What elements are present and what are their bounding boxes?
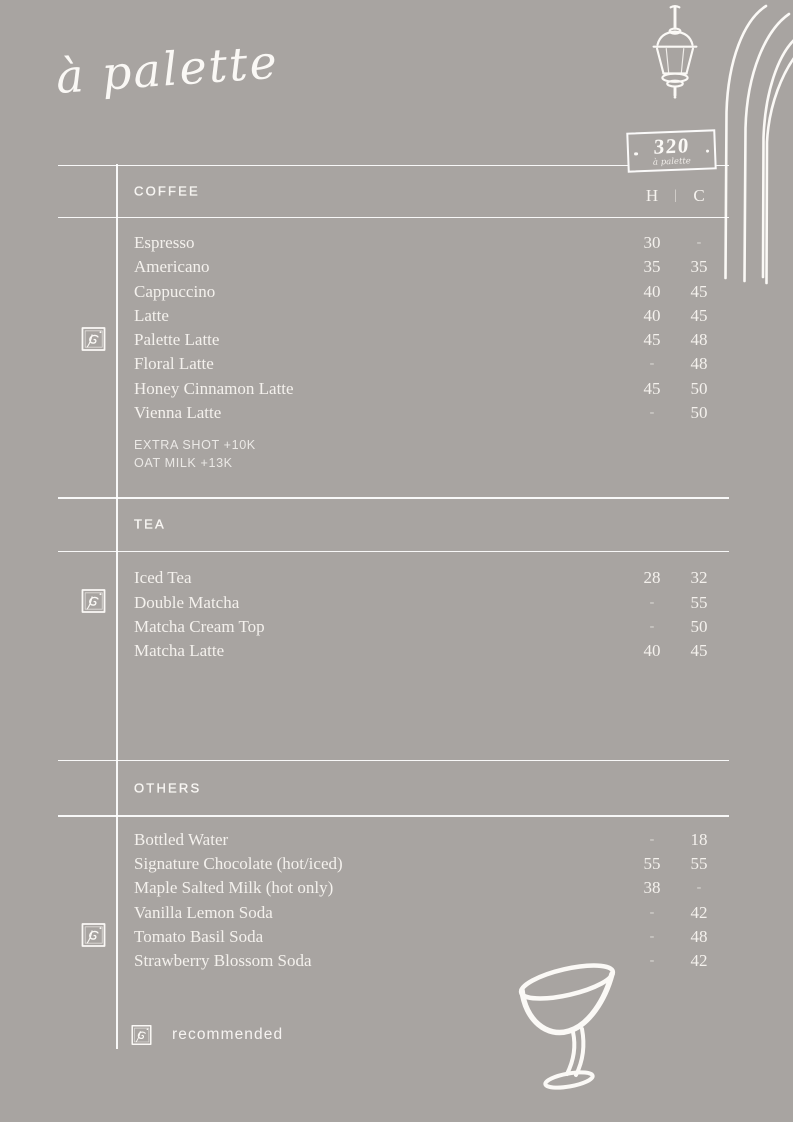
item-price-hot: - xyxy=(649,356,655,372)
menu-item-row xyxy=(134,949,729,973)
item-name: Vienna Latte xyxy=(134,402,222,422)
item-name: Bottled Water xyxy=(134,830,229,850)
item-price-hot: - xyxy=(649,594,655,610)
item-name: Iced Tea xyxy=(134,568,192,588)
item-name: Double Matcha xyxy=(134,592,240,612)
item-price-hot: 30 xyxy=(643,233,661,253)
item-price-cold: 45 xyxy=(690,305,708,325)
item-name: Espresso xyxy=(134,233,195,253)
menu-item-row xyxy=(134,852,729,876)
menu-item-row xyxy=(134,328,729,352)
others-item-list xyxy=(134,828,729,973)
item-price-cold: 50 xyxy=(690,378,708,398)
price-column-headers xyxy=(134,183,729,206)
menu-item-row xyxy=(134,255,729,279)
item-price-cold: 45 xyxy=(690,281,708,301)
item-price-cold: - xyxy=(696,235,702,251)
item-price-cold: 35 xyxy=(690,257,708,277)
recommended-stamp-icon xyxy=(81,588,106,614)
tea-item-list xyxy=(134,566,729,664)
item-name: Floral Latte xyxy=(134,354,214,374)
divider-tea-header-bottom xyxy=(58,551,729,553)
item-price-hot: 40 xyxy=(643,641,661,661)
item-name: Strawberry Blossom Soda xyxy=(134,951,312,971)
recommended-legend xyxy=(131,1024,283,1046)
column-separator: | xyxy=(674,188,677,203)
note-oat-milk: OAT MILK +13K xyxy=(134,455,233,470)
item-price-hot: - xyxy=(649,618,655,634)
item-name: Americano xyxy=(134,257,210,277)
item-price-hot: 38 xyxy=(643,878,661,898)
item-price-hot: - xyxy=(649,928,655,944)
item-price-hot: - xyxy=(649,832,655,848)
legend-label: recommended xyxy=(172,1026,284,1043)
item-price-hot: - xyxy=(649,904,655,920)
address-plaque xyxy=(626,129,716,172)
item-name: Latte xyxy=(134,305,169,325)
menu-item-row xyxy=(134,876,729,900)
recommended-stamp-icon xyxy=(81,326,106,352)
item-price-cold: 42 xyxy=(690,951,708,971)
cold-column-header: C xyxy=(693,186,705,205)
plaque-subtext: à palette xyxy=(652,156,692,168)
item-price-cold: 48 xyxy=(690,354,708,374)
recommended-stamp-icon xyxy=(81,922,106,948)
item-price-cold: 45 xyxy=(690,641,708,661)
menu-item-row xyxy=(134,925,729,949)
coffee-notes xyxy=(134,437,256,472)
divider-others-header-bottom xyxy=(58,815,729,817)
item-price-cold: 32 xyxy=(690,568,708,588)
item-name: Vanilla Lemon Soda xyxy=(134,902,273,922)
plaque-dot-left xyxy=(634,152,638,156)
menu-item-row xyxy=(134,828,729,852)
item-price-hot: - xyxy=(649,404,655,420)
item-price-cold: 42 xyxy=(690,902,708,922)
menu-item-row xyxy=(134,280,729,304)
item-price-hot: 55 xyxy=(643,854,661,874)
menu-item-row xyxy=(134,590,729,614)
item-price-hot: 35 xyxy=(643,257,661,277)
item-price-cold: 18 xyxy=(690,830,708,850)
item-price-cold: 55 xyxy=(690,592,708,612)
hot-column-header: H xyxy=(645,186,659,205)
coffee-item-list xyxy=(134,231,729,425)
item-price-hot: 45 xyxy=(643,378,661,398)
plaque-dot-right xyxy=(705,149,709,153)
section-title-coffee: COFFEE xyxy=(134,183,200,199)
menu-item-row xyxy=(134,231,729,255)
item-name: Honey Cinnamon Latte xyxy=(134,378,294,398)
lantern-icon xyxy=(635,2,715,104)
item-name: Matcha Cream Top xyxy=(134,616,265,636)
menu-item-row xyxy=(134,352,729,376)
divider-left-rail xyxy=(116,164,118,1049)
item-price-hot: 28 xyxy=(643,568,661,588)
item-price-cold: 50 xyxy=(690,402,708,422)
menu-item-row xyxy=(134,901,729,925)
section-title-others: OTHERS xyxy=(134,780,202,796)
plaque-number: 320 xyxy=(652,133,690,159)
item-price-cold: 48 xyxy=(690,330,708,350)
menu-item-row xyxy=(134,304,729,328)
menu-item-row xyxy=(134,639,729,663)
item-name: Matcha Latte xyxy=(134,641,225,661)
note-extra-shot: EXTRA SHOT +10K xyxy=(134,438,256,452)
item-name: Palette Latte xyxy=(134,330,220,350)
menu-item-row xyxy=(134,401,729,425)
divider-coffee-header-bottom xyxy=(58,217,729,219)
item-price-cold: 50 xyxy=(690,616,708,636)
item-price-cold: - xyxy=(696,880,702,896)
stamp-icon xyxy=(131,1024,152,1046)
divider-tea-top xyxy=(58,497,729,499)
item-name: Signature Chocolate (hot/iced) xyxy=(134,854,343,874)
menu-item-row xyxy=(134,566,729,590)
item-price-cold: 48 xyxy=(690,926,708,946)
section-title-tea: TEA xyxy=(134,516,166,532)
menu-item-row xyxy=(134,377,729,401)
item-price-hot: 45 xyxy=(643,330,661,350)
brand-logo: à palette xyxy=(54,34,281,104)
item-price-hot: 40 xyxy=(643,281,661,301)
item-name: Maple Salted Milk (hot only) xyxy=(134,878,334,898)
coupe-glass-icon xyxy=(497,938,637,1098)
item-price-hot: - xyxy=(649,953,655,969)
item-price-cold: 55 xyxy=(690,854,708,874)
menu-item-row xyxy=(134,615,729,639)
item-name: Tomato Basil Soda xyxy=(134,926,264,946)
item-name: Cappuccino xyxy=(134,281,216,301)
divider-others-top xyxy=(58,760,729,762)
item-price-hot: 40 xyxy=(643,305,661,325)
